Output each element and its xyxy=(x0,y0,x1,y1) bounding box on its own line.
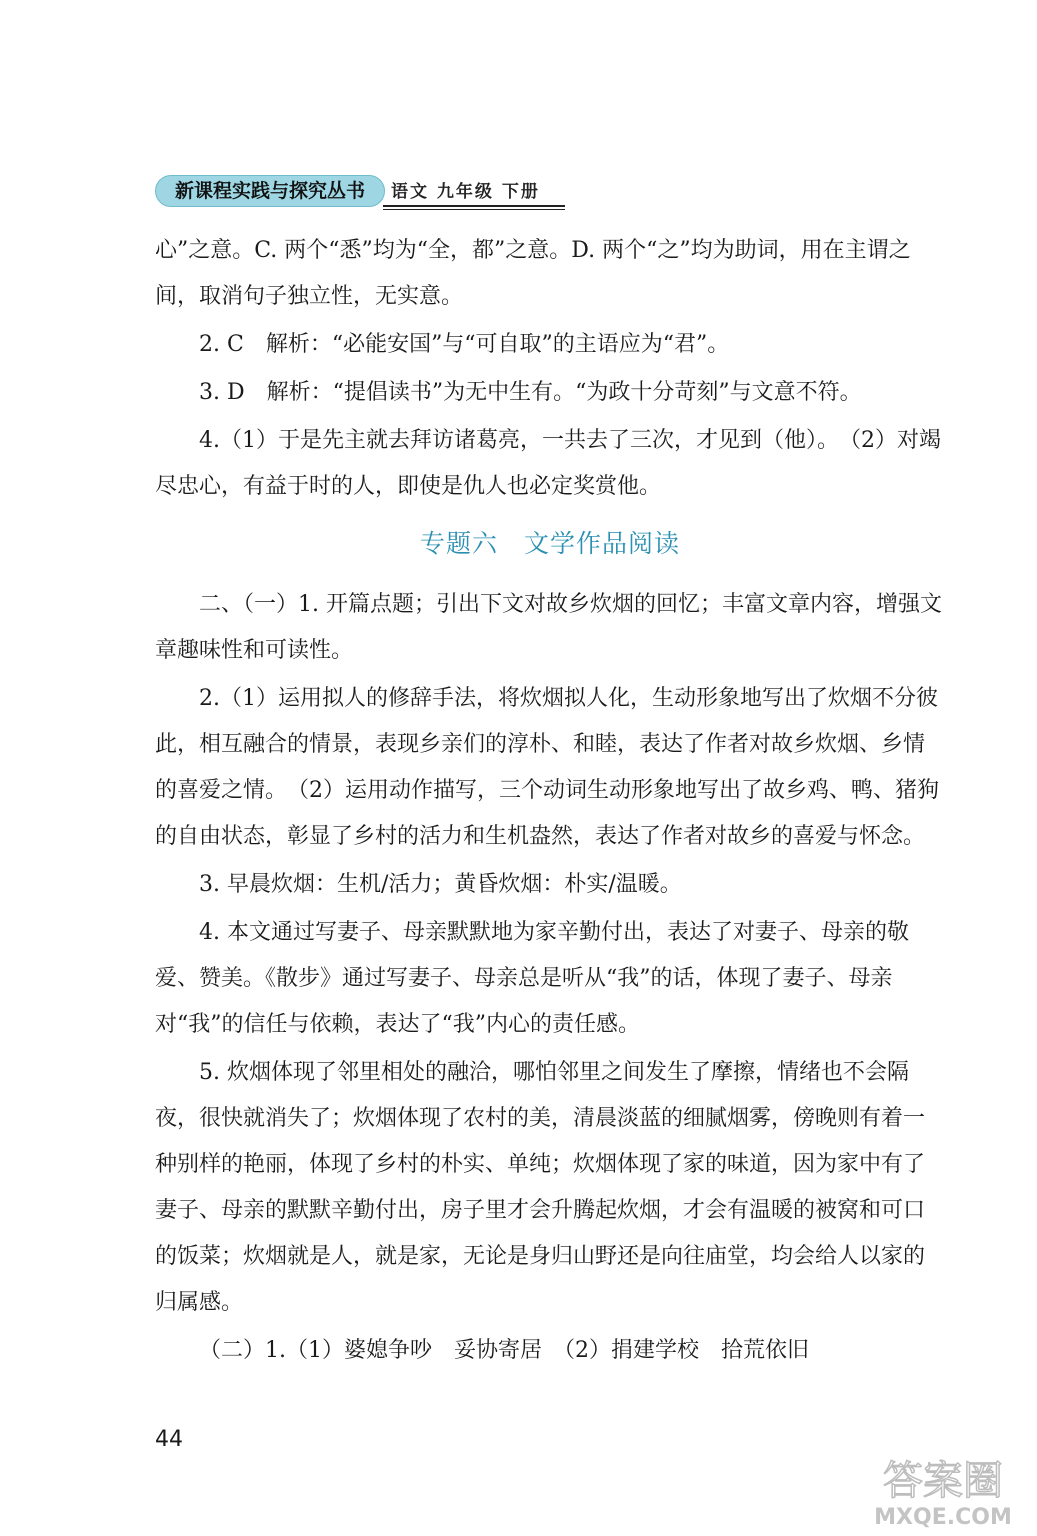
answer-part2-3: 3. 早晨炊烟：生机/活力；黄昏炊烟：朴实/温暖。 xyxy=(199,872,682,897)
watermark-logo xyxy=(858,1450,1028,1530)
series-title-badge: 新课程实践与探究丛书 xyxy=(155,175,385,207)
answer-part2-5: 5. 炊烟体现了邻里相处的融洽，哪怕邻里之间发生了摩擦，情绪也不会隔夜，很快就消失了；炊烟体现了农村的美，清晨淡蓝的细腻烟雾，傍晚则有着一种别样的艳丽，体现了乡村的朴实、单纯；炊烟体现了家的味道，因为家中有了妻子、母亲的默默辛勤付出，房子里才会升腾起炊烟，才会有温暖的被窝和可口的饭菜；炊烟就是人，就是家，无论是身归山野还是向往庙堂，均会给人以家的归属感。 xyxy=(155,1060,926,1315)
paragraph-continued: 心”之意。C. 两个“悉”均为“全，都”之意。D. 两个“之”均为助词，用在主谓之间，取消句子独立性，无实意。 xyxy=(155,238,911,309)
answer-part2-4: 4. 本文通过写妻子、母亲默默地为家辛勤付出，表达了对妻子、母亲的敬爱、赞美。《散步》通过写妻子、母亲总是听从“我”的话，体现了妻子、母亲对“我”的信任与依赖，表达了“我”内心的责任感。 xyxy=(155,920,909,1037)
answer-2: 2. C 解析：“必能安国”与“可自取”的主语应为“君”。 xyxy=(199,332,730,357)
header-rule-thin xyxy=(383,209,565,210)
page-header xyxy=(155,173,565,209)
answer-part2-1: 二、（一）1. 开篇点题；引出下文对故乡炊烟的回忆；丰富文章内容，增强文章趣味性和可读性。 xyxy=(155,592,942,663)
subject-info: 语文 九年级 下册 xyxy=(391,182,540,202)
watermark-url: MXQE.COM xyxy=(874,1505,1012,1530)
answer-part2-2: 2.（1）运用拟人的修辞手法，将炊烟拟人化，生动形象地写出了炊烟不分彼此，相互融合的情景，表现乡亲们的淳朴、和睦，表达了作者对故乡炊烟、乡情的喜爱之情。 （2）运用动作描写，三个动词生动形象地写出了故乡鸡、鸭、猪狗的自由状态，彰显了乡村的活力和生机盎然，表达了作者对故乡的喜爱与怀念。 xyxy=(155,686,939,849)
watermark-text: 答案圈 xyxy=(883,1458,1003,1504)
answer-part3-1: （二）1.（1）婆媳争吵 妥协寄居 （2）捐建学校 拾荒依旧 xyxy=(199,1338,809,1363)
page-number: 44 xyxy=(155,1427,183,1452)
answer-4: 4.（1）于是先主就去拜访诸葛亮，一共去了三次，才见到（他）。 （2）对竭尽忠心，有益于时的人，即使是仇人也必定奖赏他。 xyxy=(155,428,941,499)
answer-3: 3. D 解析：“提倡读书”为无中生有。“为政十分苛刻”与文意不符。 xyxy=(199,380,862,405)
page-content xyxy=(155,228,945,1374)
section-title: 专题六 文学作品阅读 xyxy=(419,529,680,558)
header-rule xyxy=(383,205,565,207)
